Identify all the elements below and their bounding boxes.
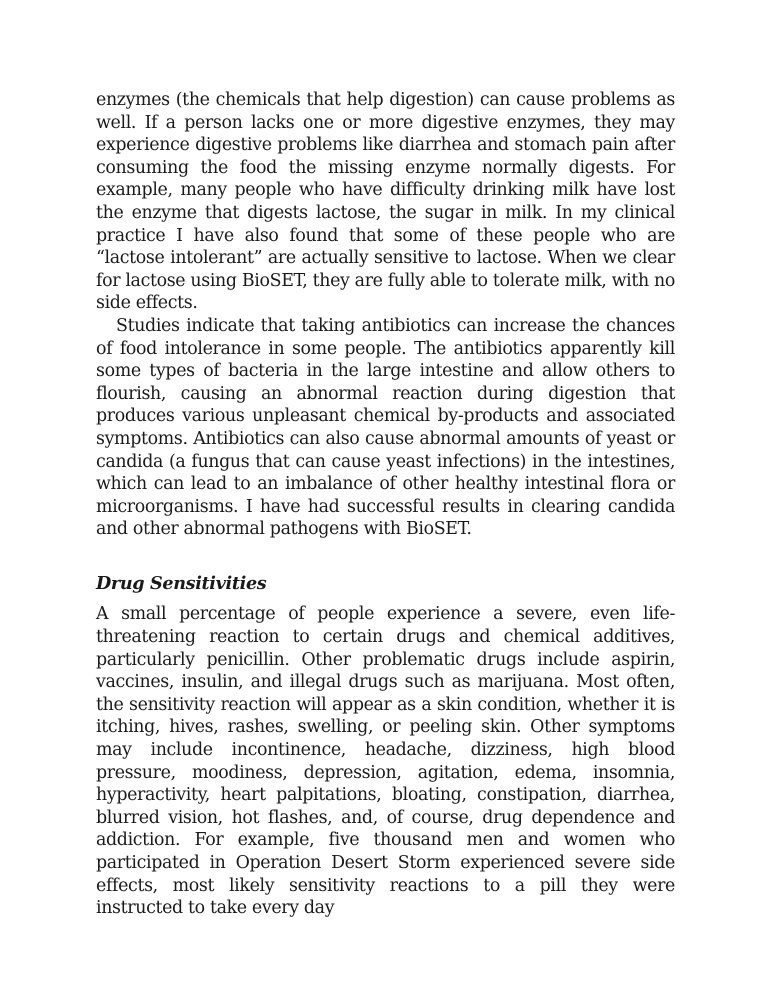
paragraph-drug-sensitivities: A small percentage of people experience a severe, even life-threatening reaction to certain drugs and chemical additives, particularly penicillin. Other problematic drugs include aspirin, vaccines, insulin, and illegal drugs such as marijuana. Most often, the sensitivity reaction will appear as a skin condition, whether it is itching, hives, rashes, swelling, or peeling skin. Other symptoms may include incontinence, headache, dizziness, high blood pressure, moodiness, depression, agitation, edema, insomnia, hyperactivity, heart palpitations, bloating, constipation, diarrhea, blurred vision, hot flashes, and, of course, drug dependence and addiction. For example, five thousand men and women who participated in Operation Desert Storm experienced severe side effects, most likely sensitivity reactions to a pill they were instructed to take every day <box>96 604 675 919</box>
paragraph-enzymes: enzymes (the chemicals that help digestion) can cause problems as well. If a person lacks one or more digestive enzymes, they may experience digestive problems like diarrhea and stomach pain after consuming the food the missing enzyme normally digests. For example, many people who have difficulty drinking milk have lost the enzyme that digests lactose, the sugar in milk. In my clinical practice I have also found that some of these people who are “lactose intolerant” are actually sensitive to lactose. When we clear for lactose using BioSET, they are fully able to tolerate milk, with no side effects. <box>96 90 675 314</box>
section-heading-drug-sensitivities: Drug Sensitivities <box>96 572 267 594</box>
page-body <box>96 89 675 920</box>
paragraph-antibiotics: Studies indicate that taking antibiotics can increase the chances of food intolerance in some people. The antibiotics apparently kill some types of bacteria in the large intestine and allow others to flourish, causing an abnormal reaction during digestion that produces various unpleasant chemical by-products and associated symptoms. Antibiotics can also cause abnormal amounts of yeast or candida (a fungus that can cause yeast infections) in the intestines, which can lead to an imbalance of other healthy intestinal flora or microorganisms. I have had successful results in clearing candida and other abnormal pathogens with BioSET. <box>96 315 675 540</box>
